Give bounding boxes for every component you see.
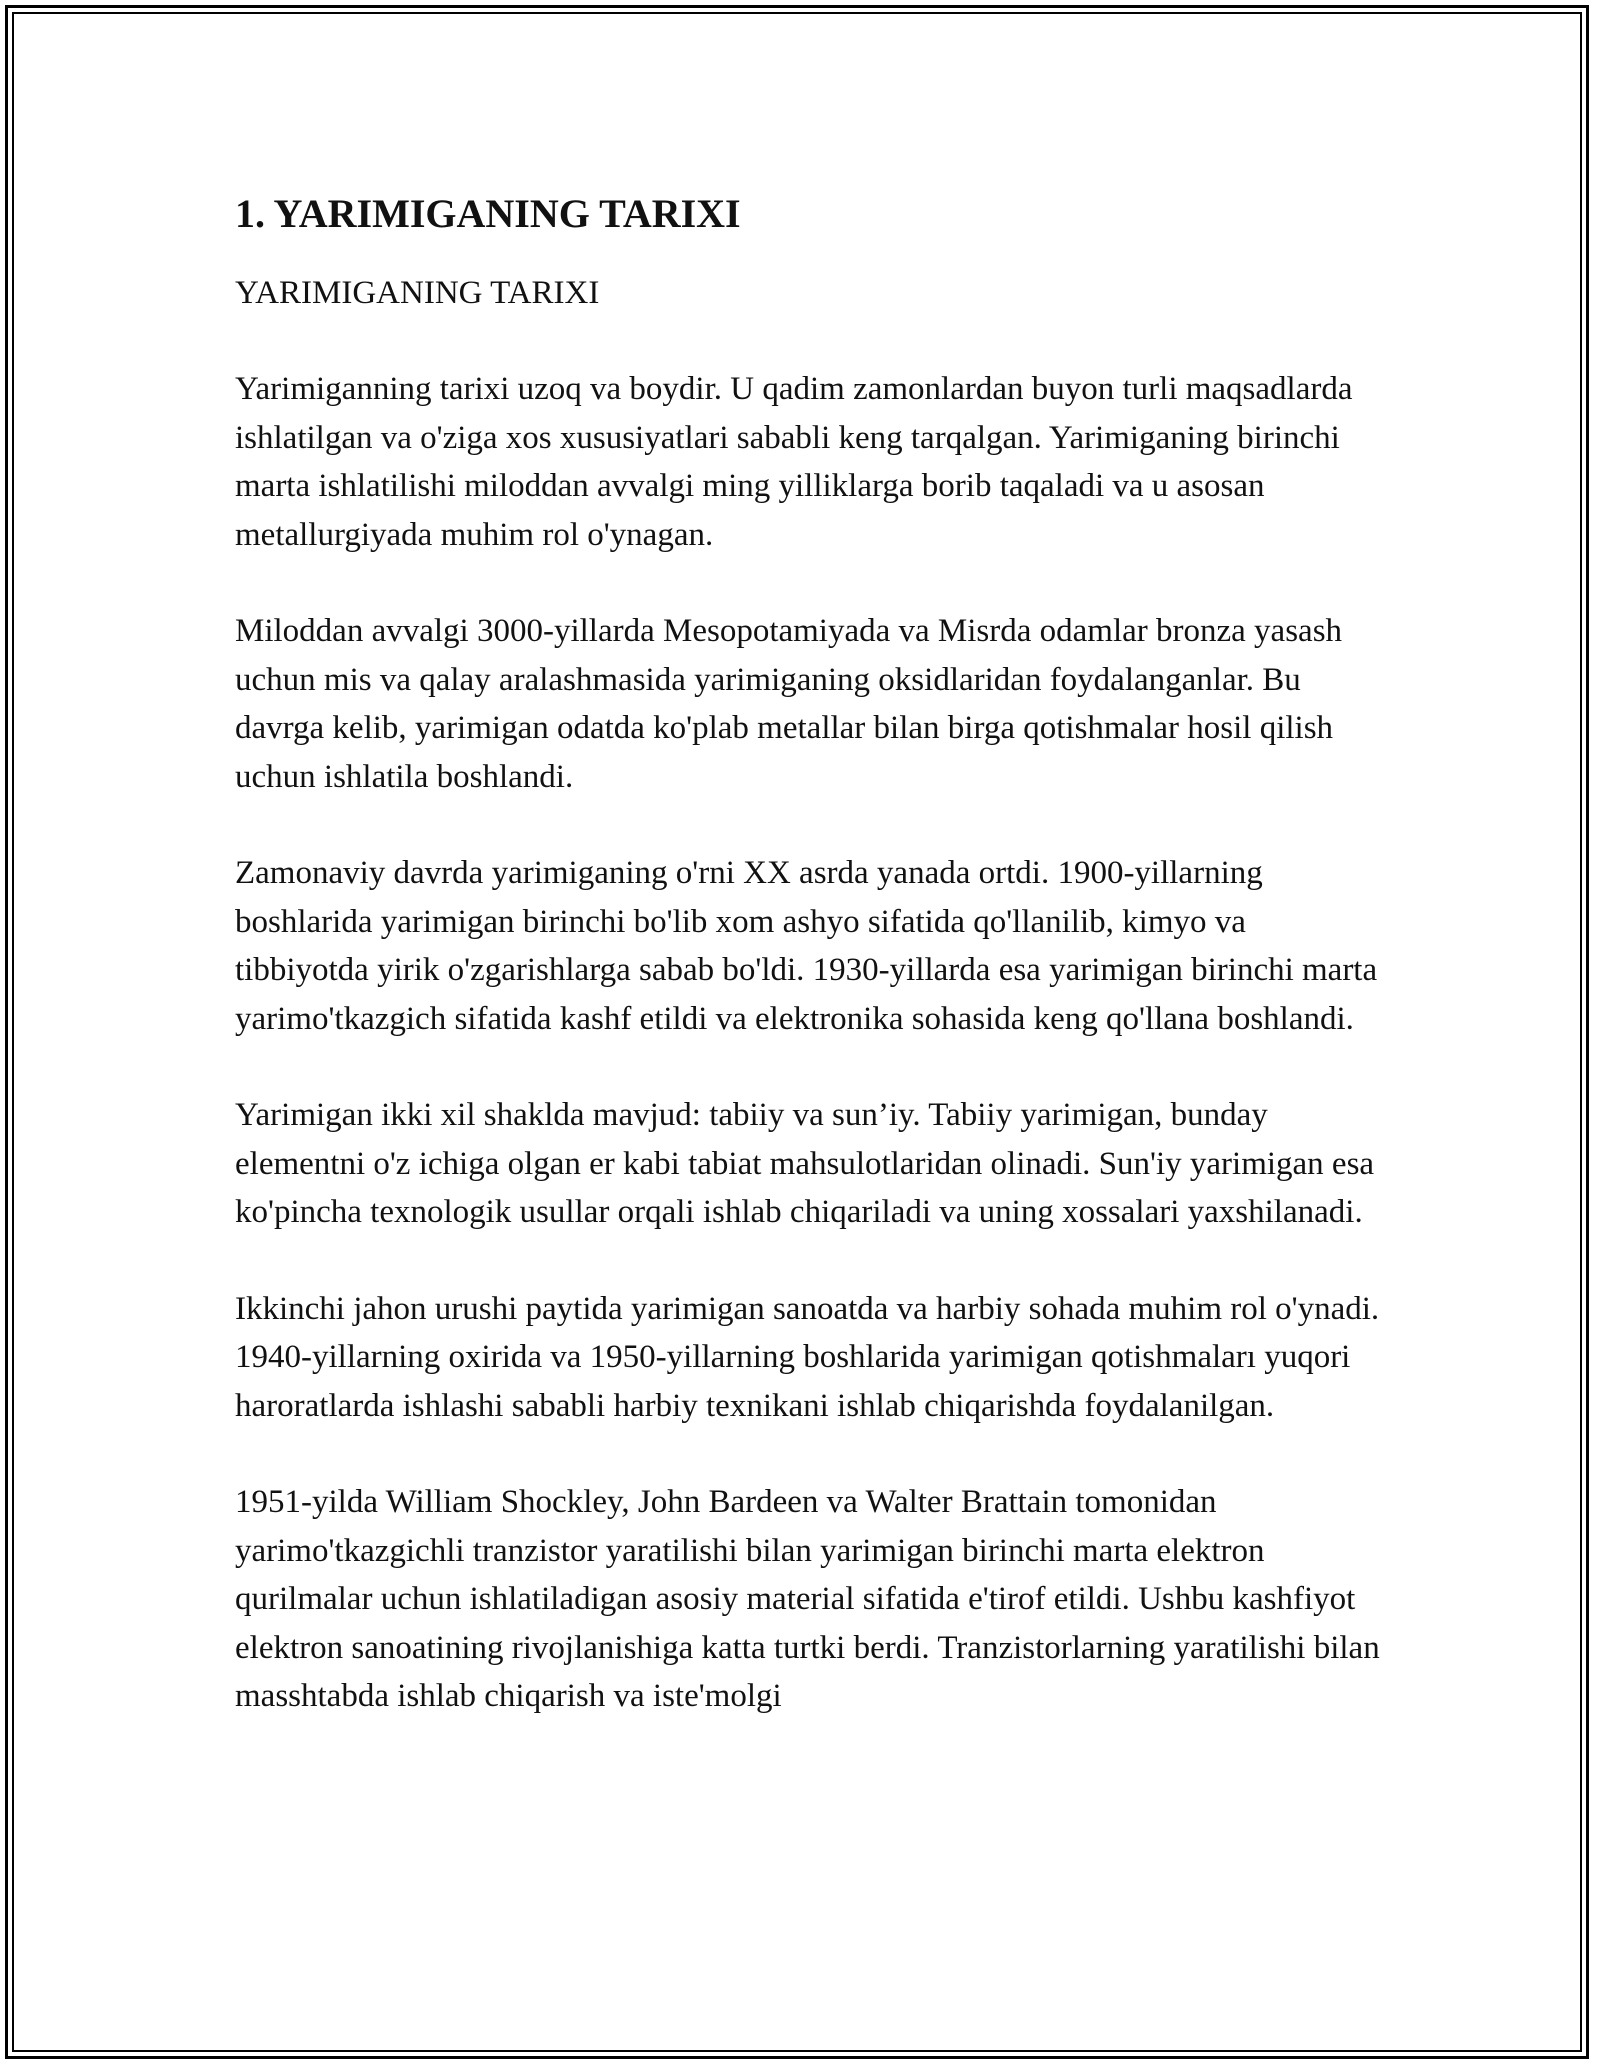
document-body [235, 184, 1385, 1721]
paragraph: Yarimigan ikki xil shaklda mavjud: tabiiy va sun’iy. Tabiiy yarimigan, bunday elementni o'z ichiga olgan er kabi tabiat mahsulotlaridan olinadi. Sun'iy yarimigan esa ko'pincha texnologik usullar orqali ishlab chiqariladi va uning xossalari yaxshilanadi. [235, 1097, 1375, 1230]
paragraph: 1951-yilda William Shockley, John Bardeen va Walter Brattain tomonidan yarimo'tkazgichli tranzistor yaratilishi bilan yarimigan birinchi marta elektron qurilmalar uchun ishlatiladigan asosiy material sifatida e'tirof etildi. Ushbu kashfiyot elektron sanoatining rivojlanishiga katta turtki berdi. Tranzistorlarning yaratilishi bilan masshtabda ishlab chiqarish va iste'molgi [235, 1484, 1380, 1714]
chapter-heading: 1. YARIMIGANING TARIXI [235, 191, 741, 236]
paragraph: Yarimiganning tarixi uzoq va boydir. U qadim zamonlardan buyon turli maqsadlarda ishlatilgan va o'ziga xos xususiyatlari sababli keng tarqalgan. Yarimiganing birinchi marta ishlatilishi miloddan avvalgi ming yilliklarga borib taqaladi va u asosan metallurgiyada muhim rol o'ynagan. [235, 371, 1353, 553]
paragraph: Miloddan avvalgi 3000-yillarda Mesopotamiyada va Misrda odamlar bronza yasash uchun mis va qalay aralashmasida yarimiganing oksidlaridan foydalanganlar. Bu davrga kelib, yarimigan odatda ko'plab metallar bilan birga qotishmalar hosil qilish uchun ishlatila boshlandi. [235, 613, 1343, 795]
paragraph: Zamonaviy davrda yarimiganing o'rni XX asrda yanada ortdi. 1900-yillarning boshlarida yarimigan birinchi bo'lib xom ashyo sifatida qo'llanilib, kimyo va tibbiyotda yirik o'zgarishlarga sabab bo'ldi. 1930-yillarda esa yarimigan birinchi marta yarimo'tkazgich sifatida kashf etildi va elektronika sohasida keng qo'llana boshlandi. [235, 855, 1378, 1037]
paragraph: Ikkinchi jahon urushi paytida yarimigan sanoatda va harbiy sohada muhim rol o'ynadi. 1940-yillarning oxirida va 1950-yillarning boshlarida yarimigan qotishmaları yuqori haroratlarda ishlashi sababli harbiy texnikani ishlab chiqarishda foydalanilgan. [235, 1290, 1380, 1424]
section-subtitle: YARIMIGANING TARIXI [235, 275, 600, 311]
